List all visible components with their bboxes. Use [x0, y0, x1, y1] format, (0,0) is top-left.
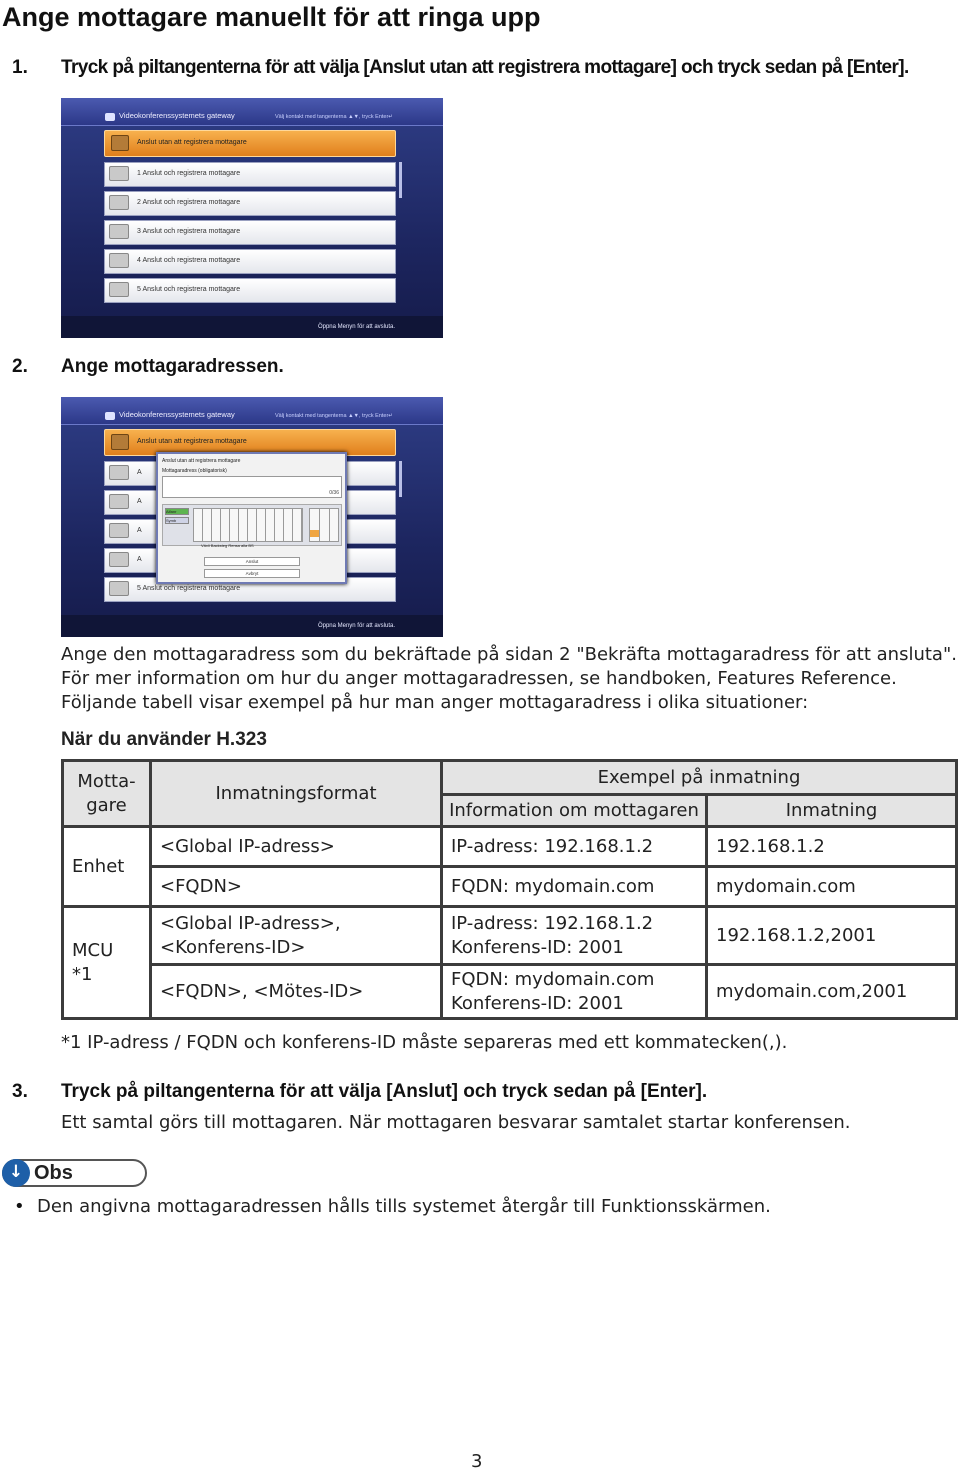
- row-contact-2[interactable]: [104, 191, 396, 216]
- row-label-partial: A: [137, 469, 142, 476]
- screen-title: Videokonferenssystemets gateway: [119, 410, 235, 419]
- info-cell: FQDN: mydomain.com: [442, 867, 707, 907]
- input-cell: mydomain.com: [707, 867, 957, 907]
- table-footnote: *1 IP-adress / FQDN och konferens-ID måste separeras med ett kommatecken(,).: [61, 1032, 788, 1053]
- header-recipient-line-1: Motta-: [77, 770, 136, 792]
- step-3-description: Ett samtal görs till mottagaren. När mottagaren besvarar samtalet startar konferensen.: [61, 1112, 851, 1133]
- screen-footer: [61, 316, 443, 338]
- onscreen-keyboard: [162, 504, 342, 546]
- step-1-text: Tryck på piltangenterna för att välja [Anslut utan att registrera mottagare] och tryck sedan på [Enter].: [61, 57, 909, 78]
- info-cell: IP-adress: 192.168.1.2: [442, 827, 707, 867]
- row-label: 5 Anslut och registrera mottagare: [137, 585, 241, 592]
- step-3-number: 3.: [12, 1081, 28, 1102]
- monitor-icon: [109, 523, 129, 538]
- monitor-icon: [109, 253, 129, 268]
- format-cell: <Global IP-adress>: [151, 827, 442, 867]
- row-contact-1[interactable]: [104, 162, 396, 187]
- char-counter: 0/36: [329, 490, 339, 496]
- monitor-icon: [109, 552, 129, 567]
- screen-hint: Välj kontakt med tangenterna ▲▼, tryck Enter↵: [275, 114, 393, 120]
- info-line-2: Konferens-ID: 2001: [451, 936, 624, 958]
- screenshot-address-dialog: [61, 397, 443, 637]
- format-cell: [151, 907, 442, 965]
- bullet-icon: •: [14, 1196, 25, 1217]
- row-label-mcu: [63, 907, 151, 1019]
- step-3-text: Tryck på piltangenterna för att välja [Anslut] och tryck sedan på [Enter].: [61, 1081, 708, 1102]
- note-bullet-text: Den angivna mottagaradressen hålls tills systemet återgår till Funktionsskärmen.: [37, 1196, 771, 1217]
- info-cell: [442, 907, 707, 965]
- contact-icon: [111, 434, 129, 450]
- letter-keys[interactable]: [193, 508, 303, 542]
- camera-icon: [105, 113, 115, 121]
- address-dialog: [156, 452, 347, 584]
- selected-key[interactable]: [310, 530, 319, 537]
- header-input: Inmatning: [707, 795, 957, 827]
- screen-topbar: [61, 98, 443, 126]
- step-2-number: 2.: [12, 356, 28, 377]
- address-field-label: Mottagaradress (obligatorisk): [162, 468, 227, 474]
- scrollbar[interactable]: [399, 162, 402, 198]
- page-heading: Ange mottagare manuellt för att ringa upp: [2, 2, 541, 32]
- input-cell: mydomain.com,2001: [707, 965, 957, 1019]
- row-label: 4 Anslut och registrera mottagare: [137, 257, 241, 264]
- row-contact-5[interactable]: [104, 278, 396, 303]
- arrow-down-icon: ↓: [2, 1159, 30, 1187]
- monitor-icon: [109, 282, 129, 297]
- header-recipient-line-2: gare: [86, 794, 127, 816]
- row-label-unit: Enhet: [63, 827, 151, 907]
- row-label: 1 Anslut och registrera mottagare: [137, 170, 241, 177]
- step-2-paragraph-1: Ange den mottagaradress som du bekräftade på sidan 2 "Bekräfta mottagaradress för att ansluta".: [61, 644, 957, 665]
- address-input[interactable]: [162, 476, 342, 498]
- monitor-icon: [109, 224, 129, 239]
- row-label: 5 Anslut och registrera mottagare: [137, 286, 241, 293]
- note-badge: [2, 1159, 147, 1187]
- monitor-icon: [109, 581, 129, 596]
- footer-label: Öppna Menyn för att avsluta.: [317, 324, 395, 330]
- connect-button[interactable]: Anslut: [204, 557, 300, 566]
- mode-symbol-button[interactable]: Symb: [165, 517, 189, 524]
- monitor-icon: [109, 166, 129, 181]
- info-line-1: IP-adress: 192.168.1.2: [451, 912, 654, 934]
- screen-footer: [61, 615, 443, 637]
- step-1-number: 1.: [12, 57, 28, 78]
- row-label-partial: A: [137, 498, 142, 505]
- step-2-text: Ange mottagaradressen.: [61, 356, 284, 377]
- input-cell: 192.168.1.2,2001: [707, 907, 957, 965]
- contact-icon: [111, 135, 129, 151]
- camera-icon: [105, 412, 115, 420]
- row-connect-without-register[interactable]: [104, 130, 396, 157]
- page-number: 3: [471, 1451, 483, 1472]
- scrollbar[interactable]: [399, 461, 402, 497]
- row-label-partial: A: [137, 527, 142, 534]
- note-label: Obs: [34, 1162, 73, 1184]
- step-2-paragraph-2: För mer information om hur du anger mottagaradressen, se handboken, Features Reference.: [61, 668, 897, 689]
- format-line-2: <Konferens-ID>: [160, 936, 306, 958]
- header-info: Information om mottagaren: [442, 795, 707, 827]
- row-label: 3 Anslut och registrera mottagare: [137, 228, 241, 235]
- mode-alnum-button[interactable]: Alfanr: [165, 508, 189, 515]
- screen-title: Videokonferenssystemets gateway: [119, 111, 235, 120]
- info-line-1: FQDN: mydomain.com: [451, 968, 655, 990]
- monitor-icon: [109, 195, 129, 210]
- format-cell: <FQDN>: [151, 867, 442, 907]
- header-format: Inmatningsformat: [151, 761, 442, 827]
- row-label: 2 Anslut och registrera mottagare: [137, 199, 241, 206]
- row-label-partial: A: [137, 556, 142, 563]
- step-2-paragraph-3: Följande tabell visar exempel på hur man anger mottagaradress i olika situationer:: [61, 692, 809, 713]
- screen-hint: Välj kontakt med tangenterna ▲▼, tryck Enter↵: [275, 413, 393, 419]
- monitor-icon: [109, 494, 129, 509]
- h323-heading: När du använder H.323: [61, 729, 267, 750]
- header-recipient: [63, 761, 151, 827]
- row-label: Anslut utan att registrera mottagare: [137, 438, 247, 445]
- info-line-2: Konferens-ID: 2001: [451, 992, 624, 1014]
- info-cell: [442, 965, 707, 1019]
- format-cell: <FQDN>, <Mötes-ID>: [151, 965, 442, 1019]
- screenshot-gateway-list: [61, 98, 443, 338]
- input-cell: 192.168.1.2: [707, 827, 957, 867]
- footer-label: Öppna Menyn för att avsluta.: [317, 623, 395, 629]
- row-contact-4[interactable]: [104, 249, 396, 274]
- screen-topbar: [61, 397, 443, 425]
- cancel-button[interactable]: Avbryt: [204, 569, 300, 578]
- header-example: Exempel på inmatning: [442, 761, 957, 795]
- dialog-title: Anslut utan att registrera mottagare: [162, 458, 241, 464]
- row-label: Anslut utan att registrera mottagare: [137, 139, 247, 146]
- address-examples-table: [61, 759, 958, 1020]
- mcu-label-line-1: MCU: [72, 939, 114, 961]
- row-contact-3[interactable]: [104, 220, 396, 245]
- monitor-icon: [109, 465, 129, 480]
- format-line-1: <Global IP-adress>,: [160, 912, 341, 934]
- mcu-label-line-2: *1: [72, 963, 93, 985]
- function-keys[interactable]: Växli Backsteg Rensa alla BS: [201, 543, 254, 548]
